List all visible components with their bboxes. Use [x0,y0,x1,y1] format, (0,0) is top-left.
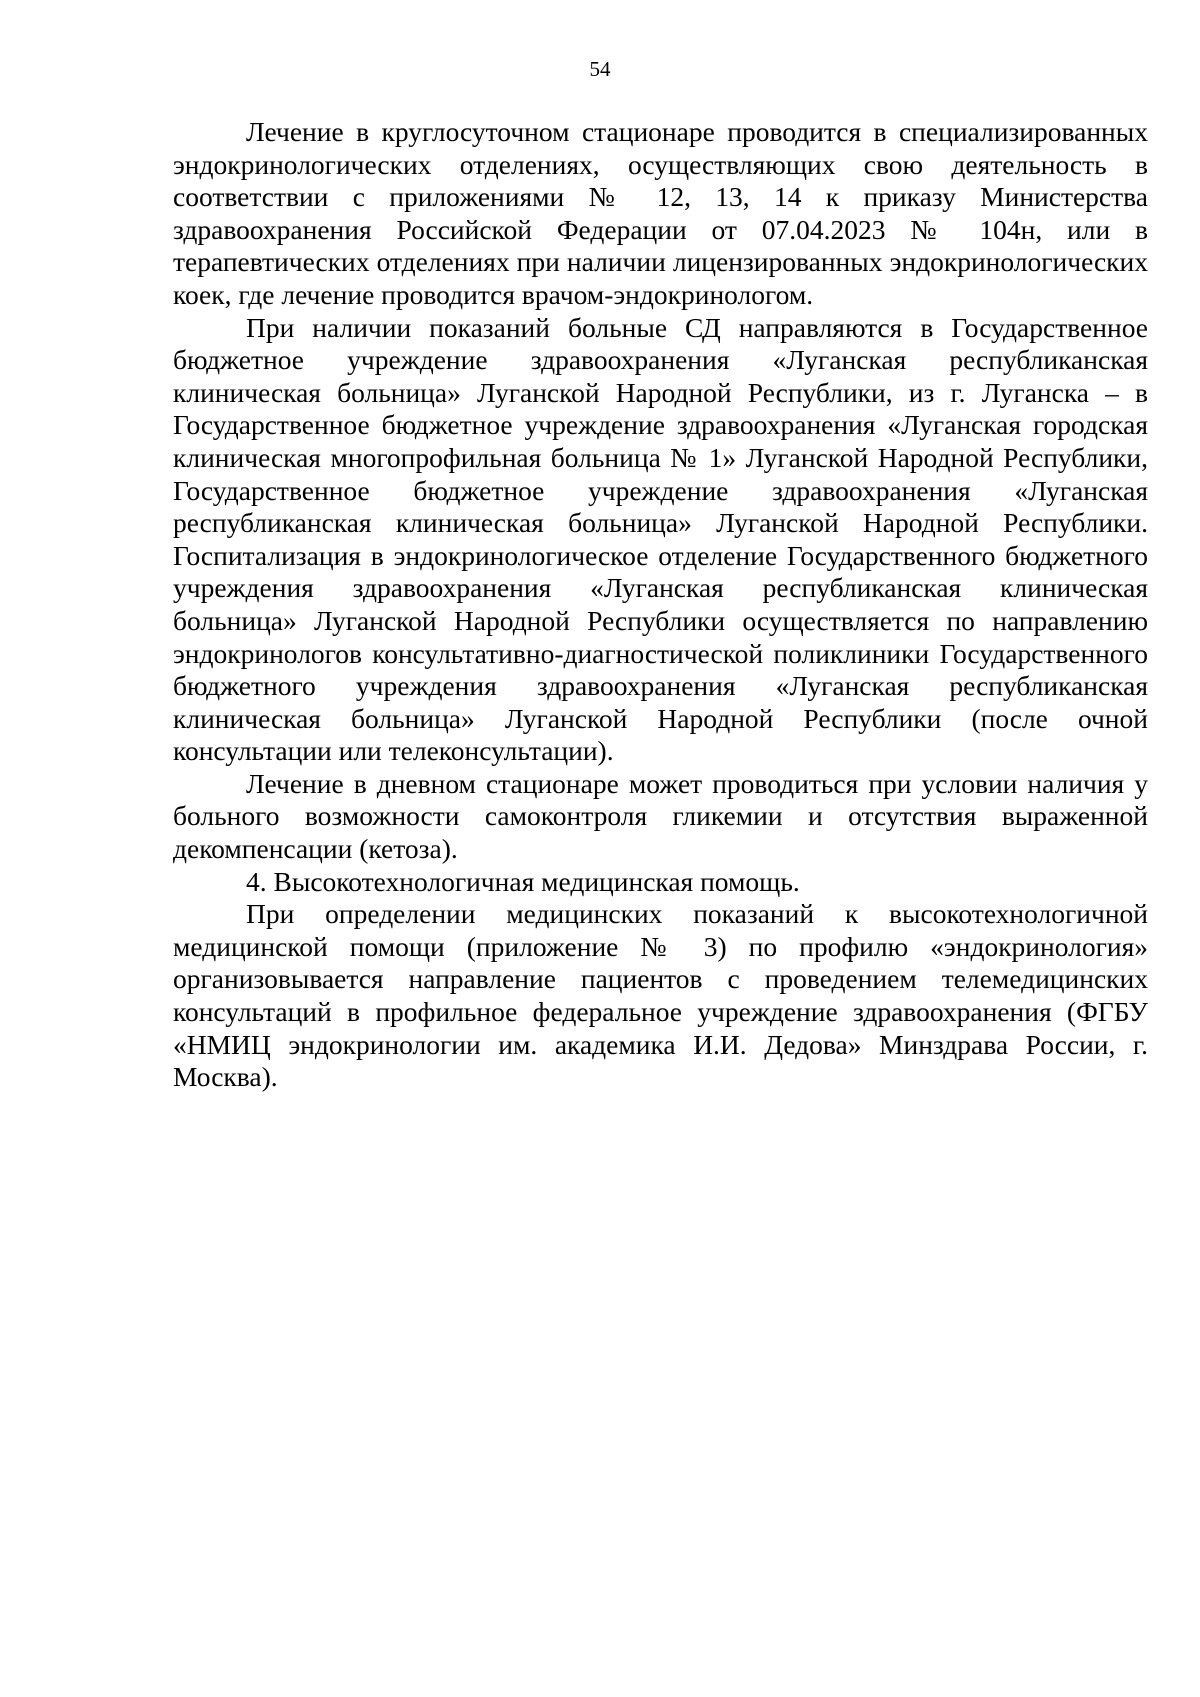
document-body [173,116,1148,1094]
paragraph-referral-hospitals: При наличии показаний больные СД направляются в Государственное бюджетное учреждение здравоохранения «Луганская республиканская клиническая больница» Луганской Народной Республики, из г. Луганска – в Государственное бюджетное учреждение здравоохранения «Луганская городская клиническая многопрофильная больница № 1» Луганской Народной Республики, Государственное бюджетное учреждение здравоохранения «Луганская республиканская клиническая больница» Луганской Народной Республики. Госпитализация в эндокринологическое отделение Государственного бюджетного учреждения здравоохранения «Луганская республиканская клиническая больница» Луганской Народной Республики осуществляется по направлению эндокринологов консультативно-диагностической поликлиники Государственного бюджетного учреждения здравоохранения «Луганская республиканская клиническая больница» Луганской Народной Республики (после очной консультации или телеконсультации). [173,311,1148,767]
page-number: 54 [589,57,611,81]
paragraph-inpatient-treatment: Лечение в круглосуточном стационаре проводится в специализированных эндокринологических отделениях, осуществляющих свою деятельность в соответствии с приложениями № 12, 13, 14 к приказу Министерства здравоохранения Российской Федерации от 07.04.2023 № 104н, или в терапевтических отделениях при наличии лицензированных эндокринологических коек, где лечение проводится врачом-эндокринологом. [173,116,1148,310]
paragraph-day-hospital: Лечение в дневном стационаре может проводиться при условии наличия у больного возможности самоконтроля гликемии и отсутствия выраженной декомпенсации (кетоза). [173,767,1148,865]
paragraph-section-heading: 4. Высокотехнологичная медицинская помощь. [246,865,800,897]
paragraph-high-tech-care: При определении медицинских показаний к высокотехнологичной медицинской помощи (приложение № 3) по профилю «эндокринология» организовывается направление пациентов с проведением телемедицинских консультаций в профильное федеральное учреждение здравоохранения (ФГБУ «НМИЦ эндокринологии им. академика И.И. Дедова» Минздрава России, г. Москва). [173,898,1148,1093]
